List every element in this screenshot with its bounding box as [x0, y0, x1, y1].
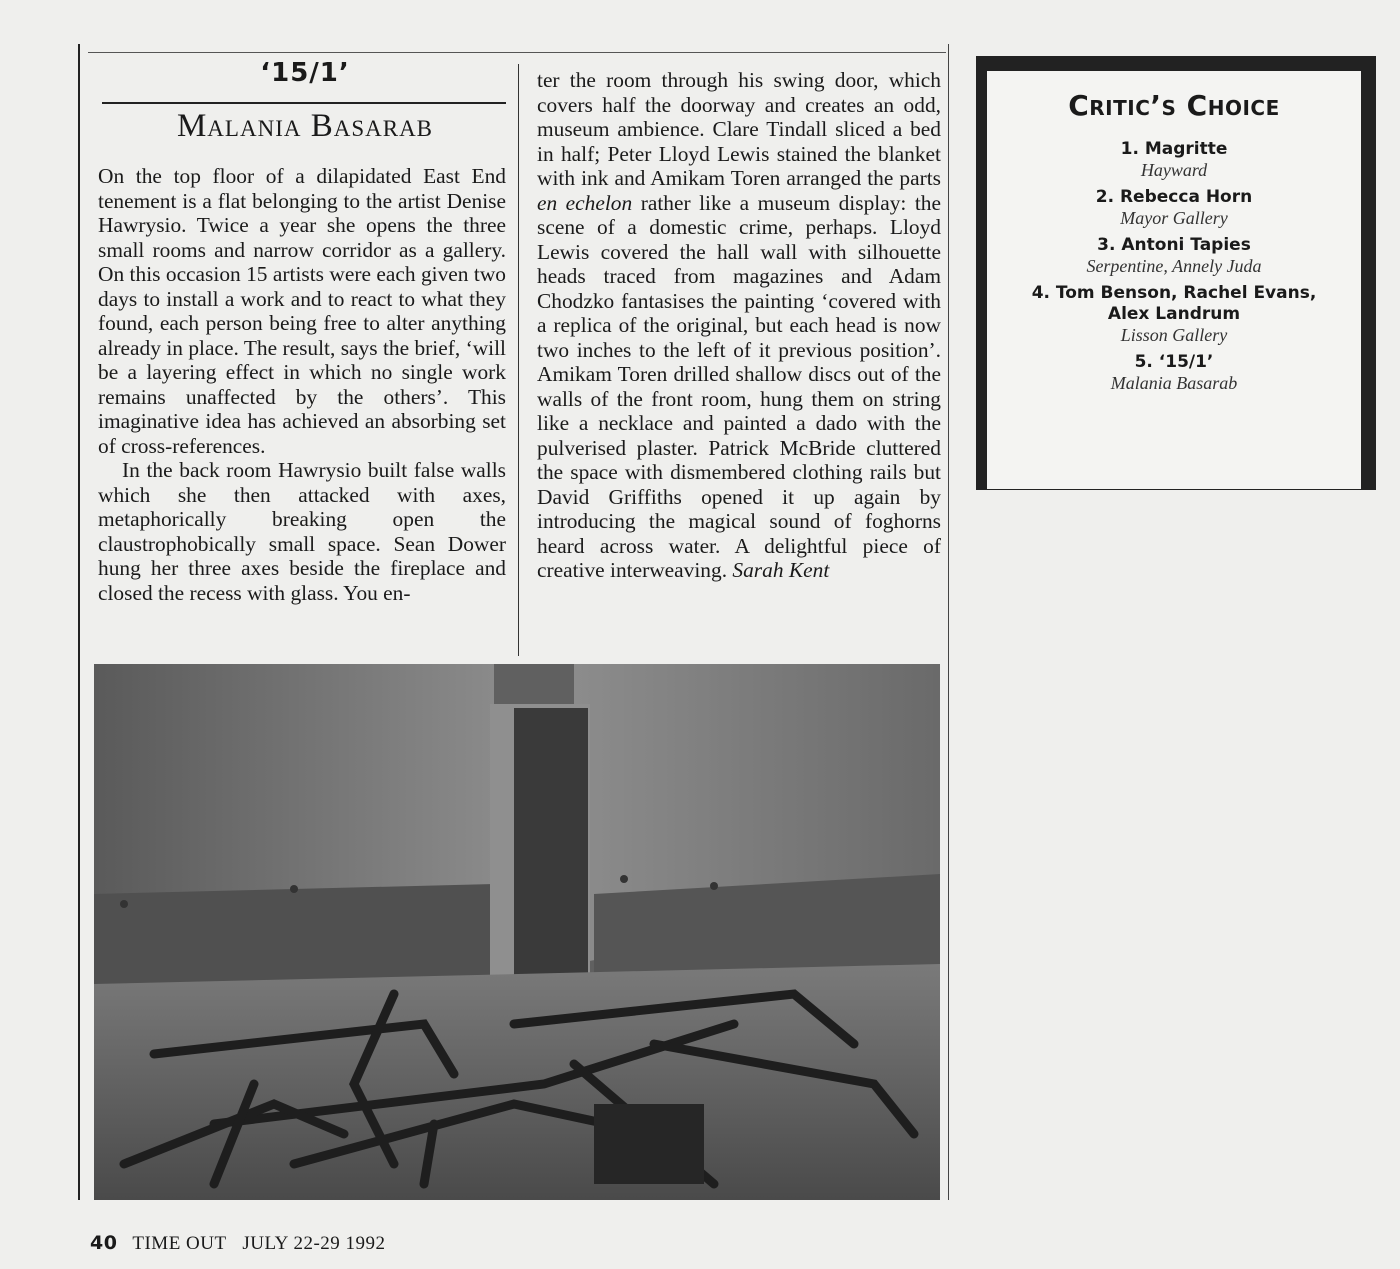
critics-choice-name: 4. Tom Benson, Rachel Evans, Alex Landrum: [1031, 283, 1317, 324]
photo-illustration: [94, 664, 940, 1200]
critics-choice-name: 2. Rebecca Horn: [1095, 187, 1253, 207]
article-paragraph-2-continued: [537, 68, 941, 583]
article-italic-phrase: en echelon: [537, 190, 633, 215]
article-paragraph-1: On the top floor of a dilapidated East End tenement is a flat belonging to the artist Denise Hawrysio. Twice a year she opens the three small rooms and narrow corridor as a gallery. On this occasion 15 artists were each given two days to install a work and to react to what they found, each person being free to alter anything already in place. The result, says the brief, ‘will be a layering effect in which no single work remains unaffected by the others’. This imaginative idea has achieved an absorbing set of cross-references.: [98, 164, 506, 458]
critics-choice-item: [987, 283, 1361, 346]
kicker-rule: [102, 102, 506, 104]
article-byline: Sarah Kent: [732, 558, 830, 582]
page-number: 40: [90, 1232, 118, 1254]
critics-choice-list: [987, 139, 1361, 400]
column-divider: [518, 64, 519, 656]
critics-choice-title: Critic’s Choice: [1068, 89, 1280, 122]
page-frame-right: [948, 44, 949, 1200]
article-paragraph-2: In the back room Hawrysio built false walls which she then attacked with axes, metaphorically breaking open the claustrophobically small space. Sean Dower hung her three axes beside the fireplace and closed the recess with glass. You en-: [98, 458, 506, 605]
critics-choice-venue: Malania Basarab: [1110, 373, 1238, 393]
page-frame-left: [78, 44, 80, 1200]
page-frame-top: [88, 52, 946, 53]
article-column-2: [537, 68, 941, 583]
critics-choice-panel: [986, 70, 1362, 490]
article-photo: [94, 664, 940, 1200]
critics-choice-name: 3. Antoni Tapies: [1097, 235, 1251, 255]
critics-choice-box: [976, 56, 1376, 490]
publication-name: TIME OUT: [132, 1233, 227, 1254]
page-folio: [90, 1232, 386, 1255]
critics-choice-item: [987, 139, 1361, 181]
article-column-1: [98, 164, 506, 605]
critics-choice-name: 5. ‘15/1’: [1134, 352, 1214, 372]
article-headline: Malania Basarab: [176, 108, 434, 144]
critics-choice-venue: Mayor Gallery: [1120, 208, 1228, 228]
critics-choice-item: [987, 187, 1361, 229]
article-text-segment: rather like a museum display: the scene of a domestic crime, perhaps. Lloyd Lewis covered the hall wall with silhouette heads traced from magazines and Adam Chodzko fantasises the painting ‘covered with a replica of the original, but each head is now two inches to the left of it previous position’. Amikam Toren drilled shallow discs out of the walls of the front room, hung them on string like a necklace and painted a dado with the pulverised plaster. Patrick McBride cluttered the space with dismembered clothing rails but David Griffiths opened it up again by introducing the magical sound of foghorns heard across water. A delightful piece of creative interweaving.: [537, 190, 941, 582]
article-text-segment: ter the room through his swing door, which covers half the doorway and creates an odd, museum ambience. Clare Tindall sliced a bed in half; Peter Lloyd Lewis stained the blanket with ink and Amikam Toren arranged the parts: [537, 68, 941, 190]
critics-choice-item: [987, 352, 1361, 394]
article-kicker: ‘15/1’: [260, 58, 350, 88]
issue-date: JULY 22-29 1992: [242, 1233, 386, 1254]
critics-choice-item: [987, 235, 1361, 277]
critics-choice-venue: Hayward: [1140, 160, 1208, 180]
critics-choice-name: 1. Magritte: [1120, 139, 1228, 159]
critics-choice-venue: Serpentine, Annely Juda: [1086, 256, 1262, 276]
critics-choice-venue: Lisson Gallery: [1120, 325, 1228, 345]
